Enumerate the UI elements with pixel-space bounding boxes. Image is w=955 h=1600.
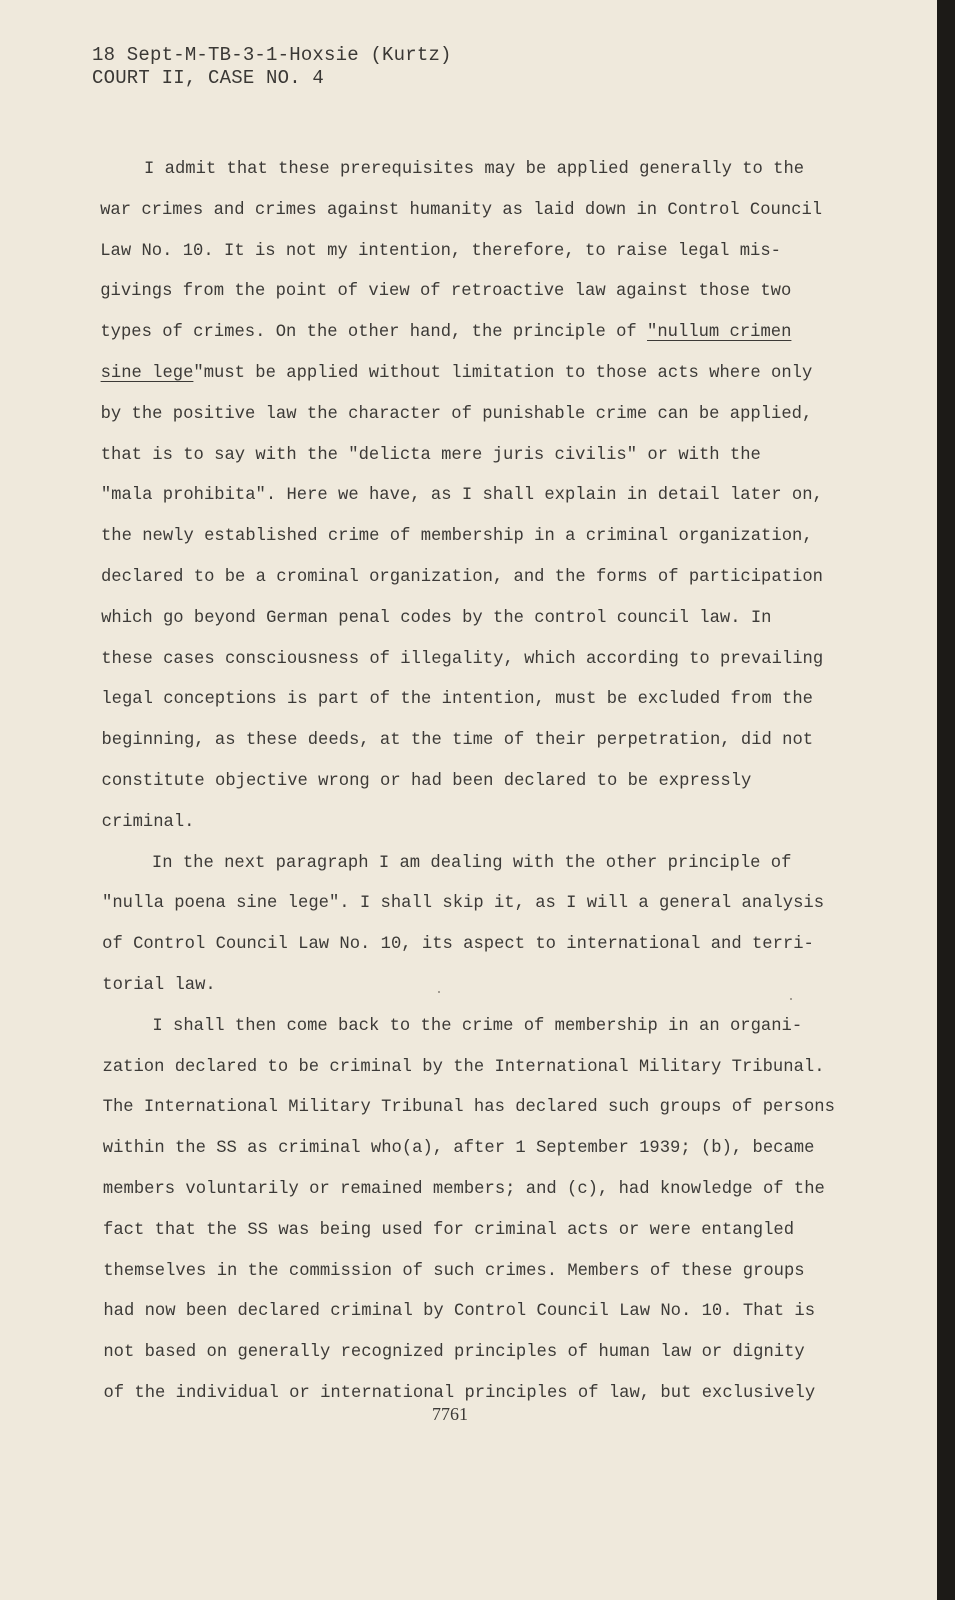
paper-speck — [438, 991, 440, 993]
text-line — [102, 803, 802, 844]
line-text: givings from the point of view of retroactive law against those two — [100, 282, 792, 302]
line-text: "must be applied without limitation to those acts where only — [193, 363, 813, 383]
line-text: "mala prohibita". Here we have, as I shall explain in detail later on, — [100, 486, 823, 506]
text-line — [100, 272, 800, 313]
line-text: Law No. 10. It is not my intention, therefore, to raise legal mis- — [100, 241, 781, 261]
header-reference: 18 Sept-M-TB-3-1-Hoxsie (Kurtz) — [92, 44, 452, 66]
text-line — [102, 1129, 815, 1170]
text-line — [102, 1048, 825, 1089]
header-court-case: COURT II, CASE NO. 4 — [92, 67, 325, 89]
line-text: themselves in the commission of such crimes. Members of these groups — [103, 1261, 805, 1281]
page-number: 7761 — [432, 1404, 468, 1424]
line-text: of Control Council Law No. 10, its aspect to international and terri- — [102, 935, 814, 955]
line-text: not based on generally recognized principles of human law or dignity — [103, 1343, 805, 1363]
text-line — [100, 232, 800, 273]
line-text: legal conceptions is part of the intention, must be excluded from the — [101, 690, 813, 710]
text-line — [102, 1007, 802, 1048]
underlined-text: sine lege — [100, 363, 194, 383]
text-line — [101, 640, 824, 681]
text-line — [102, 884, 825, 925]
line-text: by the positive law the character of punishable crime can be applied, — [100, 404, 813, 424]
line-text: within the SS as criminal who(a), after 1 September 1939; (b), became — [102, 1139, 815, 1159]
line-text: members voluntarily or remained members; and (c), had knowledge of the — [102, 1179, 825, 1199]
text-line — [101, 599, 801, 640]
line-text: "nulla poena sine lege". I shall skip it, as I will a general analysis — [102, 894, 825, 914]
text-line — [101, 680, 813, 721]
line-text: I shall then come back to the crime of membership in an organi- — [152, 1016, 803, 1036]
body-text — [100, 150, 835, 1415]
text-line — [102, 762, 802, 803]
text-line — [102, 1170, 825, 1211]
line-text: that is to say with the "delicta mere juris civilis" or with the — [100, 445, 761, 465]
line-text: beginning, as these deeds, at the time of their perpetration, did not — [101, 731, 814, 751]
text-line — [100, 150, 805, 191]
text-line — [100, 354, 813, 395]
line-text: had now been declared criminal by Control Council Law No. 10. That is — [103, 1302, 816, 1322]
line-text: which go beyond German penal codes by the control council law. In — [101, 608, 772, 628]
text-line — [102, 1088, 835, 1129]
text-line — [102, 966, 802, 1007]
text-line — [103, 1252, 803, 1293]
line-text: constitute objective wrong or had been declared to be expressly — [101, 771, 752, 791]
line-text: torial law. — [102, 975, 216, 995]
line-text: declared to be a crominal organization, and the forms of participation — [100, 567, 823, 587]
text-line — [100, 558, 823, 599]
text-line — [103, 1292, 816, 1333]
text-line — [100, 395, 813, 436]
line-text: the newly established crime of membership in a criminal organization, — [100, 527, 813, 547]
text-line — [100, 191, 823, 232]
underlined-text: "nullum crimen — [647, 323, 792, 343]
text-line — [100, 476, 823, 517]
paper-speck — [790, 998, 792, 1000]
line-text: types of crimes. On the other hand, the principle of — [100, 323, 648, 343]
line-text: In the next paragraph I am dealing with the other principle of — [151, 853, 792, 873]
line-text: The International Military Tribunal has declared such groups of persons — [102, 1098, 835, 1118]
line-text: of the individual or international principles of law, but exclusively — [103, 1383, 816, 1403]
text-line — [100, 313, 800, 354]
text-line — [101, 436, 801, 477]
text-line — [102, 925, 814, 966]
text-line — [101, 721, 814, 762]
line-text: fact that the SS was being used for criminal acts or were entangled — [103, 1220, 795, 1240]
text-line — [100, 517, 813, 558]
line-text: war crimes and crimes against humanity as laid down in Control Council — [100, 200, 823, 220]
line-text: these cases consciousness of illegality, which according to prevailing — [101, 649, 824, 669]
text-line — [103, 1211, 803, 1252]
text-line — [102, 844, 802, 885]
line-text: I admit that these prerequisites may be applied generally to the — [144, 160, 805, 179]
text-line — [103, 1333, 803, 1374]
line-text: criminal. — [101, 812, 195, 832]
line-text: zation declared to be criminal by the International Military Tribunal. — [102, 1057, 825, 1077]
document-header — [92, 44, 452, 90]
